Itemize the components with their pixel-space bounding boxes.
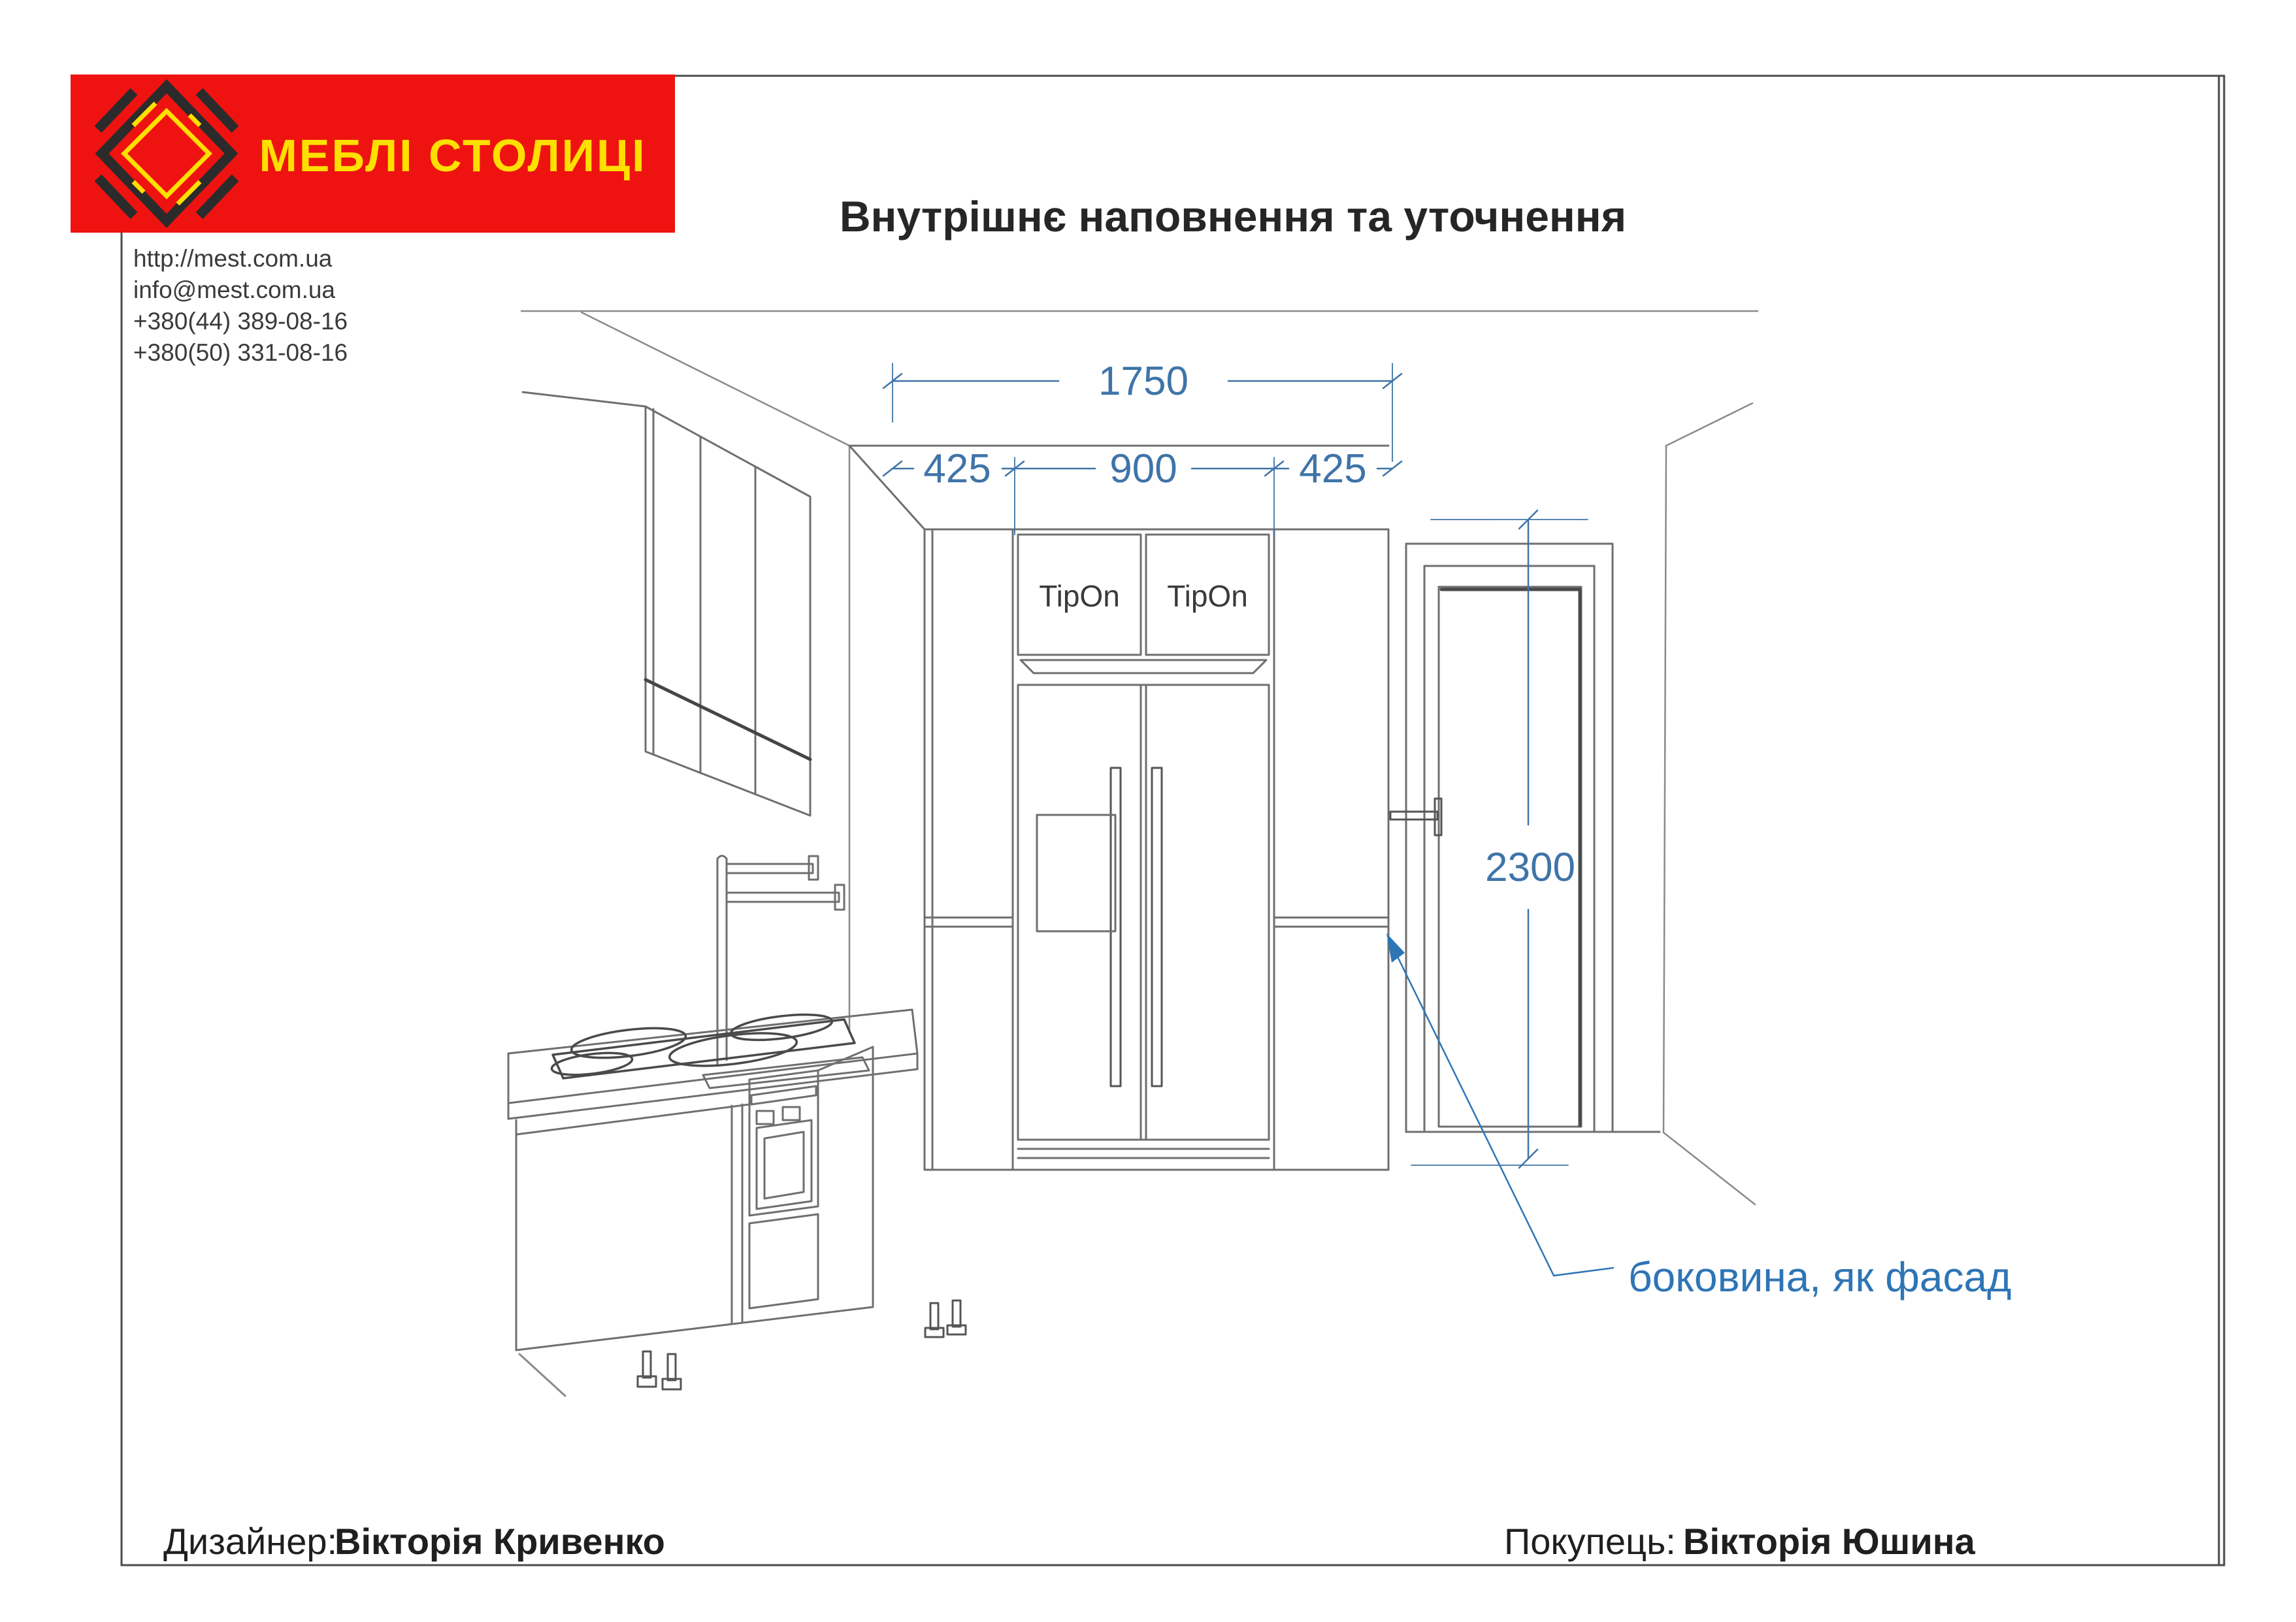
oven bbox=[749, 1070, 818, 1216]
logo bbox=[71, 74, 675, 233]
dim-middle-niche-label: 900 bbox=[1109, 446, 1177, 491]
dim-door-height-label: 2300 bbox=[1485, 845, 1575, 890]
countertop bbox=[508, 1010, 917, 1119]
annotation-text: боковина, як фасад bbox=[1628, 1253, 2012, 1300]
dim-left-column-label: 425 bbox=[923, 446, 991, 491]
brand-name: МЕБЛІ СТОЛИЦІ bbox=[259, 130, 647, 181]
designer-label: Дизайнер: bbox=[163, 1521, 338, 1562]
cabinet-feet bbox=[638, 1300, 966, 1389]
footer bbox=[163, 1521, 1976, 1562]
fridge-vent-grille bbox=[1021, 660, 1266, 673]
customer-label: Покупець: bbox=[1504, 1521, 1676, 1562]
contact-email: info@mest.com.ua bbox=[133, 276, 336, 303]
dim-right-column-label: 425 bbox=[1299, 446, 1367, 491]
door-handle bbox=[1390, 799, 1441, 835]
contact-block bbox=[133, 245, 348, 366]
contact-phone-1: +380(44) 389-08-16 bbox=[133, 308, 348, 335]
entrance-door bbox=[1390, 544, 1660, 1132]
dim-total-width-label: 1750 bbox=[1098, 359, 1189, 404]
fridge bbox=[1018, 685, 1269, 1158]
tall-unit bbox=[849, 446, 1388, 1170]
base-cabinets bbox=[516, 1047, 966, 1396]
tipon-label-right: TipOn bbox=[1167, 579, 1248, 613]
wall-cabinet bbox=[523, 392, 810, 816]
fridge-handle-right bbox=[1152, 768, 1162, 1086]
page-title: Внутрішнє наповнення та уточнення bbox=[839, 192, 1627, 240]
customer-name: Вікторія Юшина bbox=[1683, 1521, 1975, 1562]
fridge-dispenser bbox=[1037, 815, 1115, 931]
tipon-label-left: TipOn bbox=[1039, 579, 1120, 613]
annotation-callout bbox=[1386, 933, 2011, 1300]
contact-phone-2: +380(50) 331-08-16 bbox=[133, 339, 348, 366]
designer-name: Вікторія Кривенко bbox=[335, 1521, 665, 1562]
contact-url: http://mest.com.ua bbox=[133, 245, 333, 272]
dimension-labels bbox=[923, 359, 1575, 890]
drawer-front bbox=[749, 1214, 818, 1308]
page-border bbox=[122, 76, 2224, 1565]
